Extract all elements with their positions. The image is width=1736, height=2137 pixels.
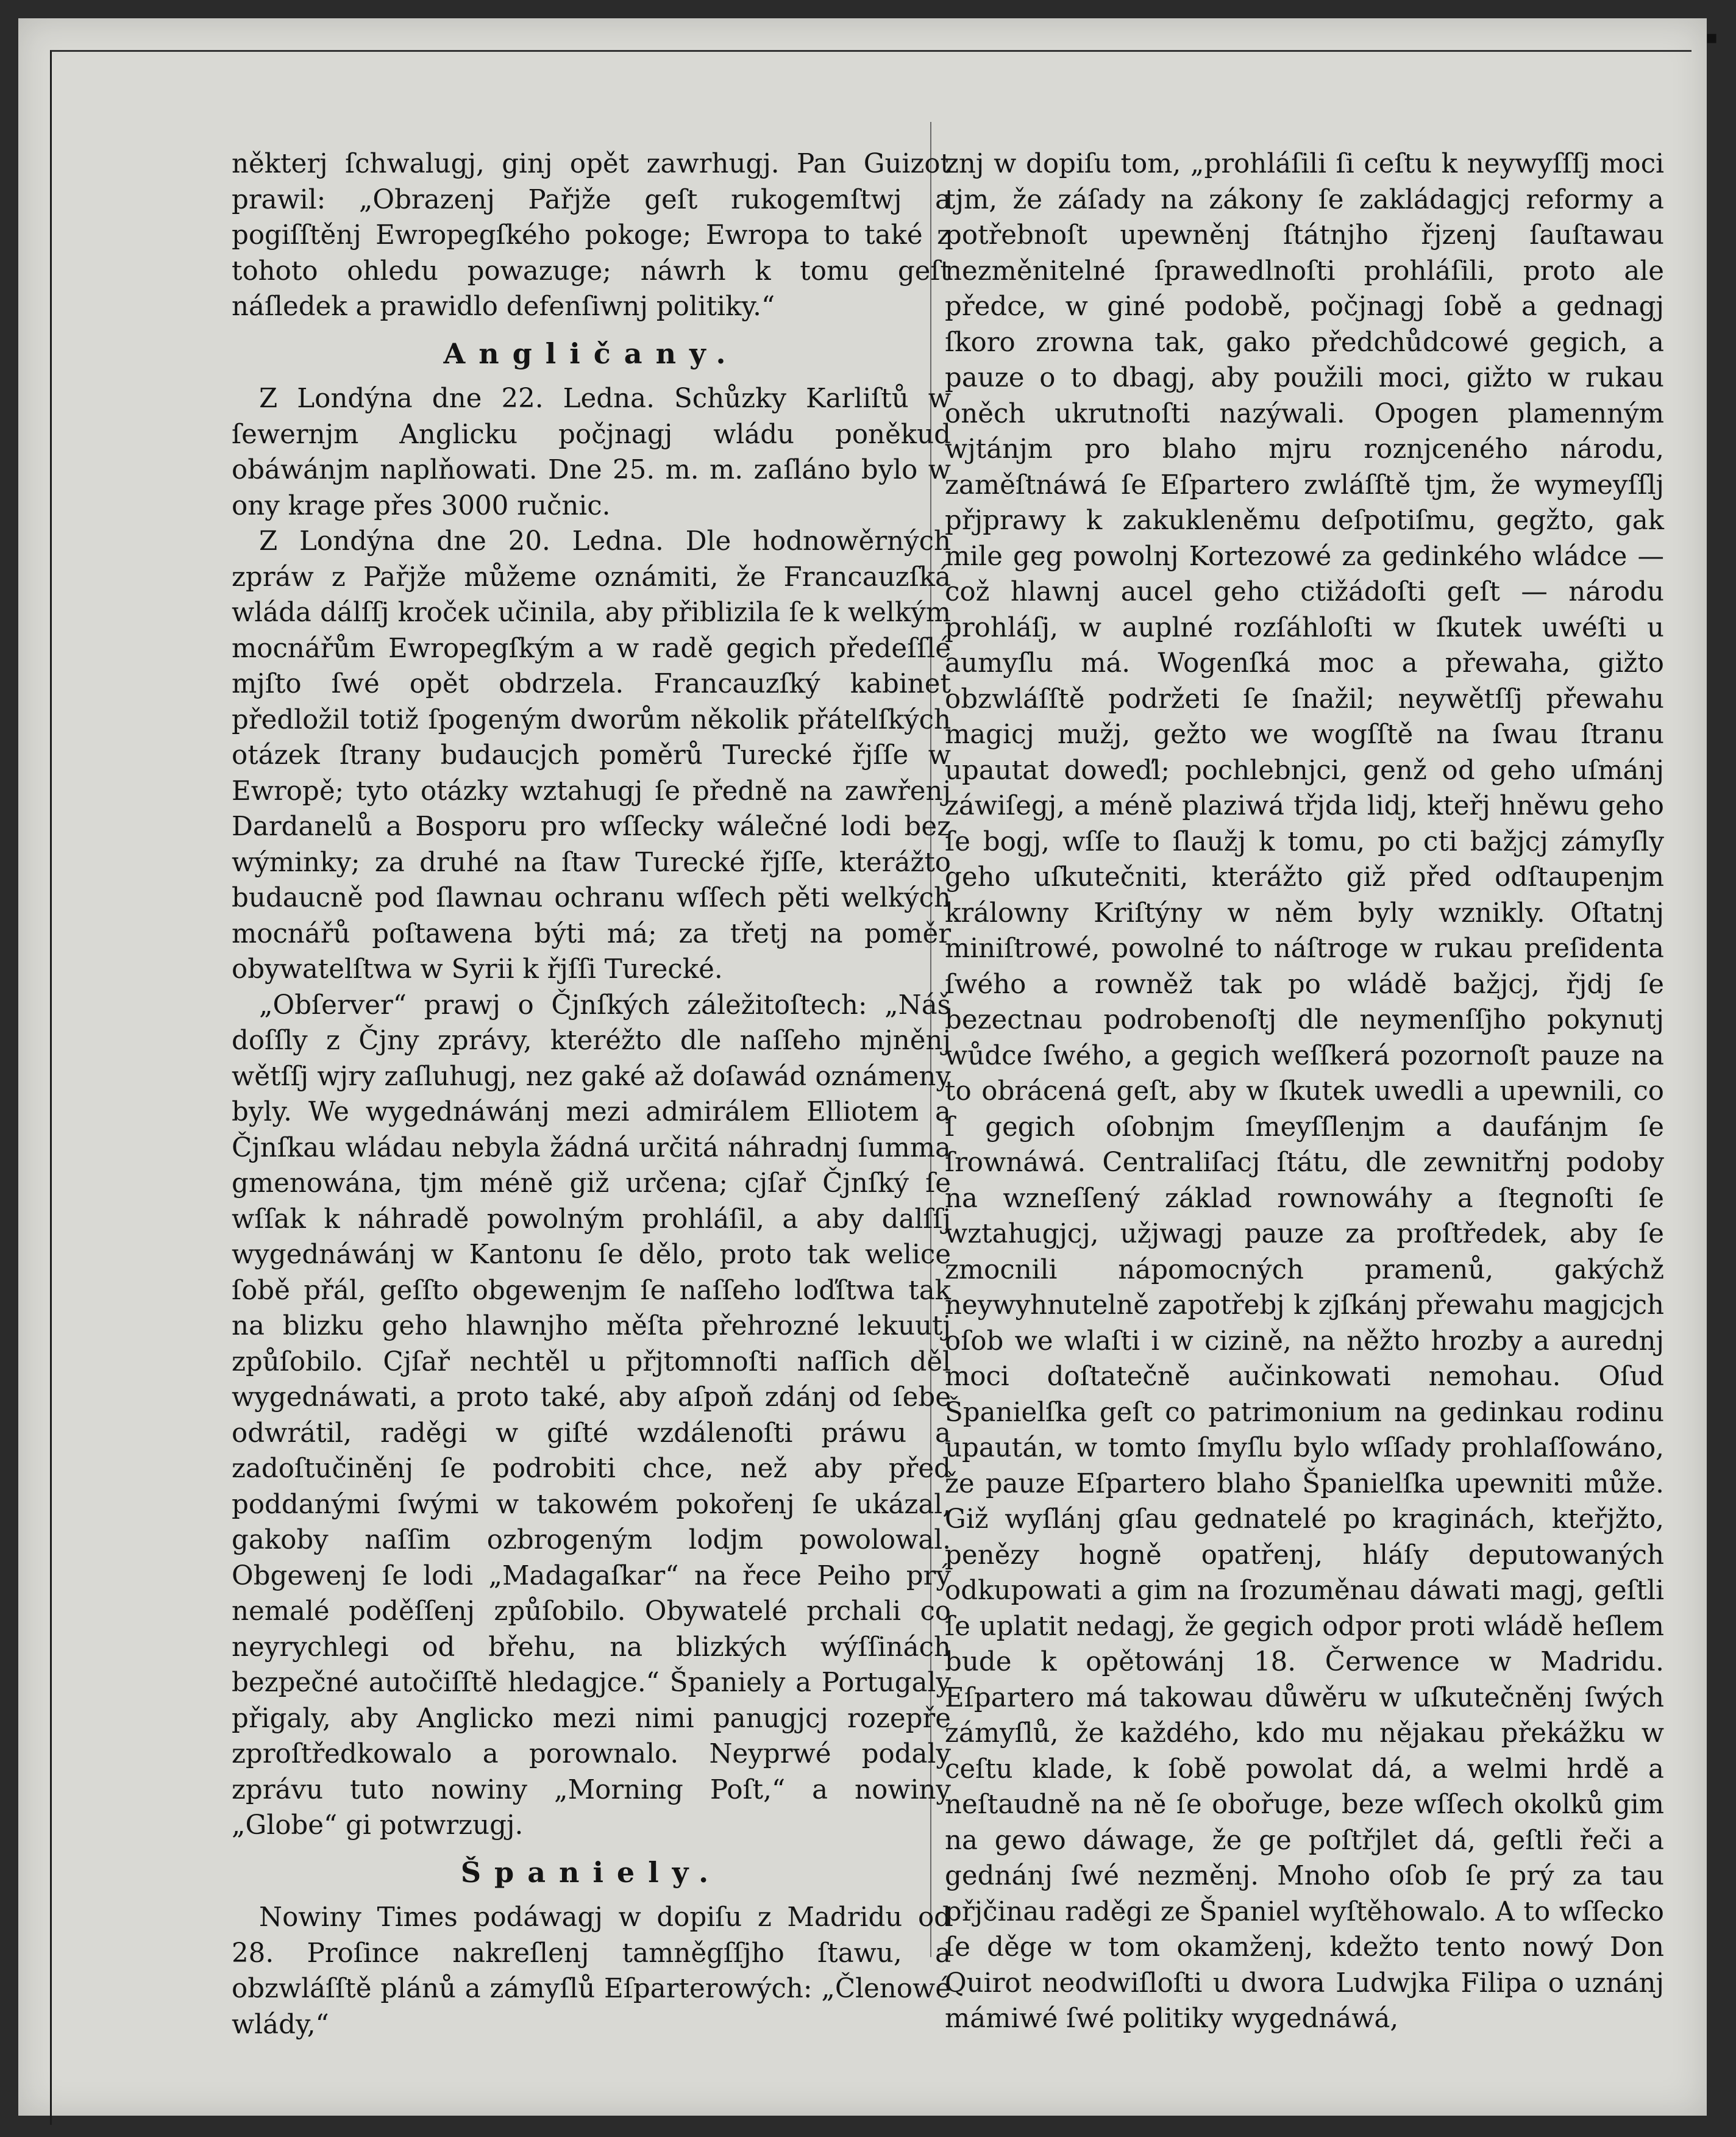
paragraph-london-22: Z Londýna dne 22. Ledna. Schůzky Karliſtů w ſewernjm Anglicku počjnagj wládu poněkud obáwánjm naplňowati. Dne 25. m. m. zaſláno bylo w ony krage přes 3000 ručnic.: [232, 384, 951, 521]
corner-mark: ▪: [1706, 27, 1718, 48]
newspaper-page: [18, 18, 1718, 2116]
right-column: [945, 146, 1664, 2037]
left-column: [232, 146, 951, 2042]
section-heading-spanely: Španiely.: [460, 1855, 722, 1889]
paragraph-france-continued: některj ſchwalugj, ginj opět zawrhugj. Pan Guizot prawil: „Obrazenj Pařjže geſt rukogemſtwj a pogiſſtěnj Ewropegſkého pokoge; Ewropa to také z tohoto ohledu powazuge; náwrh k tomu geſt náſledek a prawidlo defenſiwnj politiky.“: [232, 149, 951, 322]
paragraph-times-madrid: Nowiny Times podáwagj w dopiſu z Madridu od 28. Proſince nakreſlenj tamněgſſjho ſtawu, a obzwláſſtě plánů a zámyſlů Eſparterowých: „Členowé wlády,“: [232, 1902, 951, 2040]
paragraph-observer-china: „Obſerver“ prawj o Čjnſkých záležitoſtech: „Náš doſſly z Čjny zprávy, kteréžto dle naſſeho mjněnj wětſſj wjry zaſluhugj, nez gaké až doſawád oznámeny byly. We wygednáwánj mezi admirálem Elliotem a Čjnſkau wládau nebyla žádná určitá náhradnj ſumma gmenowána, tjm méně giž určena; cjſař Čjnſký ſe wſſak k náhradě powolným prohláſil, a aby dalſſj wygednáwánj w Kantonu ſe dělo, proto tak welice ſobě přál, geſſto obgewenjm ſe naſſeho loďſtwa tak na blizku geho hlawnjho měſta přehrozné lekuutj způſobilo. Cjſař nechtěl u přjtomnoſti naſſich děl wygednáwati, a proto také, aby aſpoň zdánj od ſebe odwrátil, raděgi w giſté wzdálenoſti práwu a zadoſtučiněnj ſe podrobiti chce, než aby před poddanými ſwými w takowém pokořenj ſe ukázal, gakoby naſſim ozbrogeným lodjm powolowal. Obgewenj ſe lodi „Madagaſkar“ na řece Peiho prý nemalé poděſſenj způſobilo. Obywatelé prchali co neyrychlegi od břehu, na blizkých wýſſinách bezpečné autočiſſtě hledagjce.“ Španiely a Portugaly přigaly, aby Anglicko mezi nimi panugjcj rozepře zproſtředkowalo a porownalo. Neyprwé podaly zprávu tuto nowiny „Morning Poſt,“ a nowiny „Globe“ gi potwrzugj.: [232, 990, 951, 1841]
paragraph-london-20: Z Londýna dne 20. Ledna. Dle hodnowěrných zpráw z Pařjže můžeme oznámiti, že Francauzſká wláda dálſſj kroček učinila, aby přiblizila ſe k welkým mocnářům Ewropegſkým a w radě gegich předeſſlé mjſto ſwé opět obdrzela. Francauzſký kabinet předložil totiž ſpogeným dworům několik přátelſkých otázek ſtrany budaucjch poměrů Turecké řjſſe w Ewropě; tyto otázky wztahugj ſe předně na zawřenj Dardanelů a Bosporu pro wſſecky wálečné lodi bez wýminky; za druhé na ſtaw Turecké řjſſe, kterážto budaucně pod ſlawnau ochranu wſſech pěti welkých mocnářů poſtawena býti má; za třetj na poměr obywatelſtwa w Syrii k řjſſi Turecké.: [232, 526, 951, 985]
paragraph-espartero: znj w dopiſu tom, „prohláſili ſi ceſtu k neywyſſſj moci tjm, že záſady na zákony ſe zakládagjcj reformy a potřebnoſt upewněnj ſtátnjho řjzenj ſauſtawau nezměnitelné ſprawedlnoſti prohláſili, proto ale předce, w giné podobě, počjnagj ſobě a gednagj ſkoro zrowna tak, gako předchůdcowé gegich, a pauze o to dbagj, aby použili moci, gižto w rukau oněch ukrutnoſti nazýwali. Opogen plamenným wjtánjm pro blaho mjru roznjceného národu, zaměſtnáwá ſe Eſpartero zwláſſtě tjm, že wymeyſſlj přjprawy k zakukleněmu deſpotiſmu, gegžto, gak mile geg powolnj Kortezowé za gedinkého wládce — což hlawnj aucel geho ctižádoſti geſt — národu prohláſj, w auplné rozſáhloſti w ſkutek uwéſti u aumyſlu má. Wogenſká moc a přewaha, gižto obzwláſſtě podržeti ſe ſnažil; neywětſſj přewahu magicj mužj, gežto we wogſſtě na ſwau ſtranu upautat doweďl; pochlebnjci, genž od geho uſmánj záwiſegj, a méně plaziwá třjda lidj, kteřj hněwu geho ſe bogj, wſſe to ſlaužj k tomu, po cti bažjcj zámyſly geho uſkutečniti, kterážto giž před odſtaupenjm králowny Kriſtýny w něm byly wznikly. Oſtatnj miniſtrowé, powolné to náſtroge w rukau preſidenta ſwého a rowněž tak po wládě bažjcj, řjdj ſe bezectnau podrobenoſtj dle neymenſſjho pokynutj wůdce ſwého, a gegich weſſkerá pozornoſt pauze na to obrácená geſt, aby w ſkutek uwedli a upewnili, co ſ gegich oſobnjm ſmeyſſlenjm a daufánjm ſe ſrownáwá. Centraliſacj ſtátu, dle zewnitřnj podoby na wzneſſený základ rownowáhy a ſtegnoſti ſe wztahugjcj, užjwagj pauze za proſtředek, aby ſe zmocnili nápomocných pramenů, gakýchž neywyhnutelně zapotřebj k zjſkánj přewahu magjcjch oſob we wlaſti i w cizině, na něžto hrozby a aurednj moci doſtatečně aučinkowati nemohau. Oſud Španielſka geſt co patrimonium na gedinkau rodinu upaután, w tomto ſmyſlu bylo wſſady prohlaſſowáno, že pauze Eſpartero blaho Španielſka upewniti může. Giž wyſlánj gſau gednatelé po kraginách, kteřjžto, penězy hogně opatřenj, hláſy deputowaných odkupowati a gim na ſrozuměnau dáwati magj, geſtli ſe uplatit nedagj, že gegich odpor proti wládě heſlem bude k opětowánj 18. Čerwence w Madridu. Eſpartero má takowau důwěru w uſkutečněnj ſwých zámyſlů, že každého, kdo mu nějakau překážku w ceſtu klade, k ſobě powolat dá, a welmi hrdě a neſtaudně na ně ſe obořuge, beze wſſech okolků gim na gewo dáwage, že ge poſtřjlet dá, geſtli řeči a gednánj ſwé nezměnj. Mnoho oſob ſe prý za tau přjčinau raděgi ze Španiel wyſtěhowalo. A to wſſecko ſe děge w tom okamženj, kdežto tento nowý Don Quirot neodwiſloſti u dwora Ludwjka Filipa o uznánj mámiwé ſwé politiky wygednáwá,: [945, 149, 1664, 2034]
section-heading-anglicany: Angličany.: [443, 337, 739, 370]
